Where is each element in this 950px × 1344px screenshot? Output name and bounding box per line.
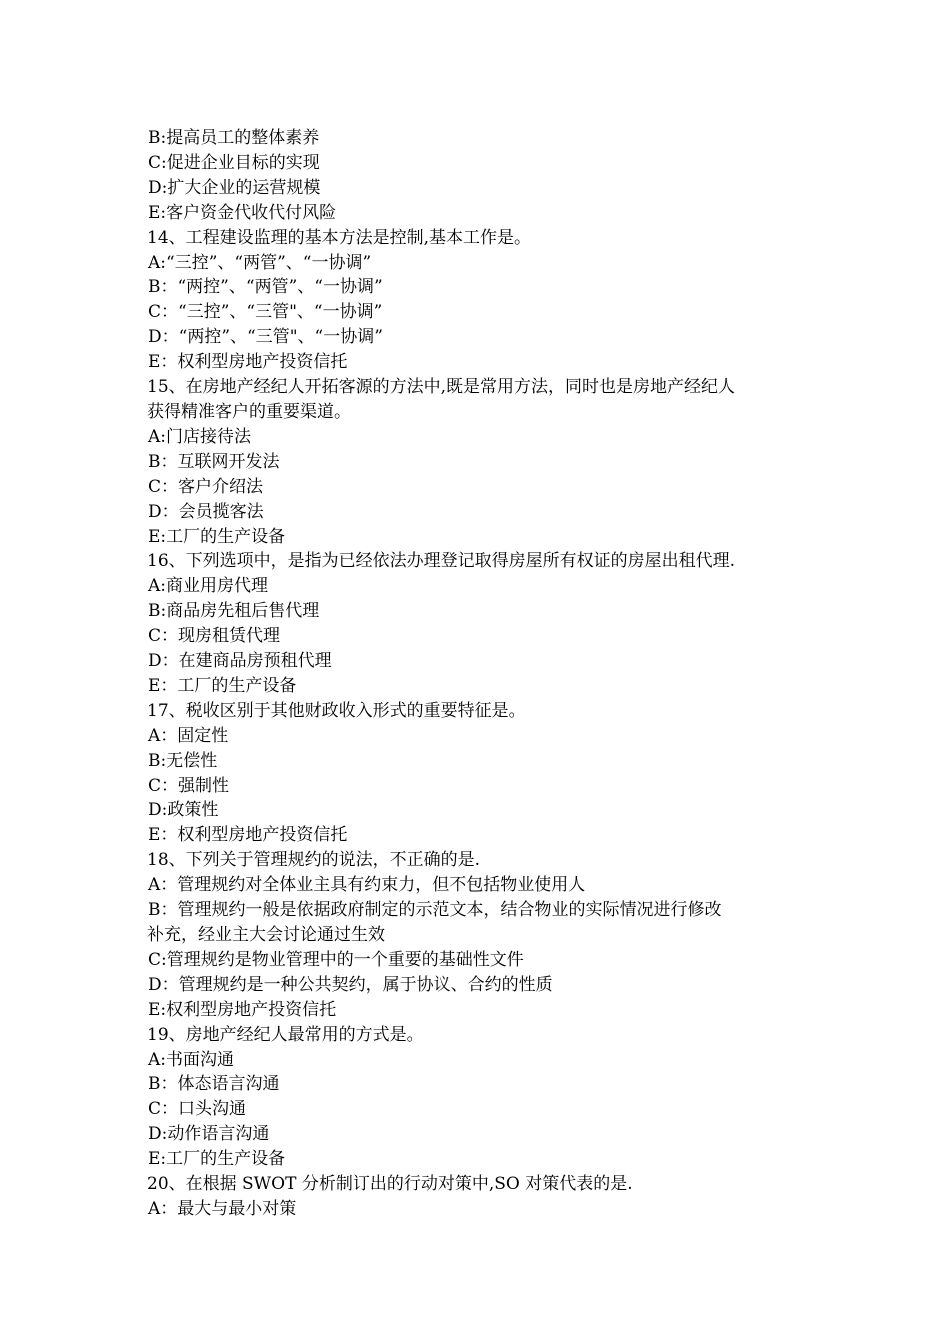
question-stem: 17、税收区别于其他财政收入形式的重要特征是。: [147, 700, 526, 721]
answer-option: C:管理规约是物业管理中的一个重要的基础性文件: [148, 949, 524, 970]
answer-option: C:促进企业目标的实现: [148, 152, 320, 173]
answer-option: D：在建商品房预租代理: [148, 651, 332, 672]
answer-option: E：权利型房地产投资信托: [148, 825, 348, 846]
answer-option: C：现房租赁代理: [148, 626, 281, 647]
answer-option: B:提高员工的整体素养: [148, 128, 320, 148]
answer-option: D:动作语言沟通: [148, 1124, 270, 1145]
answer-option: D：管理规约是一种公共契约，属于协议、合约的性质: [148, 974, 553, 995]
answer-option: C：“三控”、“三管"、“一协调”: [148, 302, 383, 323]
answer-option: E:权利型房地产投资信托: [148, 999, 337, 1020]
answer-option: D：“两控”、“三管"、“一协调”: [148, 327, 383, 348]
answer-option: B:商品房先租后售代理: [148, 601, 320, 622]
answer-option: D:扩大企业的运营规模: [148, 177, 321, 198]
text-continuation: 获得精准客户的重要渠道。: [147, 401, 351, 422]
question-stem: 18、下列关于管理规约的说法，不正确的是.: [147, 850, 481, 871]
text-continuation: 补充，经业主大会讨论通过生效: [147, 925, 385, 945]
answer-option: A：固定性: [148, 725, 229, 746]
answer-option: C：口头沟通: [148, 1099, 247, 1120]
answer-option: E：工厂的生产设备: [148, 675, 297, 696]
answer-option: E:客户资金代收代付风险: [148, 202, 337, 223]
answer-option: B：“两控”、“两管”、“一协调”: [148, 277, 383, 298]
answer-option: B：管理规约一般是依据政府制定的示范文本，结合物业的实际情况进行修改: [148, 900, 722, 921]
answer-option: D：会员揽客法: [148, 501, 264, 522]
answer-option: A：最大与最小对策: [148, 1198, 297, 1219]
answer-option: A:门店接待法: [148, 426, 252, 447]
question-stem: 16、下列选项中，是指为已经依法办理登记取得房屋所有权证的房屋出租代理.: [147, 551, 736, 572]
answer-option: B：互联网开发法: [148, 451, 280, 472]
answer-option: C：客户介绍法: [148, 476, 264, 497]
question-stem: 20、在根据 SWOT 分析制订出的行动对策中,SO 对策代表的是.: [147, 1174, 633, 1195]
answer-option: D:政策性: [148, 800, 219, 821]
answer-option: C：强制性: [148, 775, 230, 796]
answer-option: B：体态语言沟通: [148, 1074, 280, 1095]
answer-option: E:工厂的生产设备: [148, 526, 286, 547]
question-stem: 19、房地产经纪人最常用的方式是。: [147, 1024, 424, 1045]
answer-option: E:工厂的生产设备: [148, 1149, 286, 1170]
answer-option: A：管理规约对全体业主具有约束力，但不包括物业使用人: [148, 875, 586, 896]
answer-option: A:“三控”、“两管”、“一协调”: [148, 252, 372, 273]
question-stem: 15、在房地产经纪人开拓客源的方法中,既是常用方法，同时也是房地产经纪人: [147, 377, 736, 398]
exam-question-text: [147, 126, 817, 1222]
answer-option: B:无偿性: [148, 750, 218, 771]
answer-option: A:书面沟通: [148, 1049, 235, 1070]
question-stem: 14、工程建设监理的基本方法是控制,基本工作是。: [147, 227, 532, 248]
answer-option: A:商业用房代理: [148, 576, 269, 597]
answer-option: E：权利型房地产投资信托: [148, 352, 348, 373]
